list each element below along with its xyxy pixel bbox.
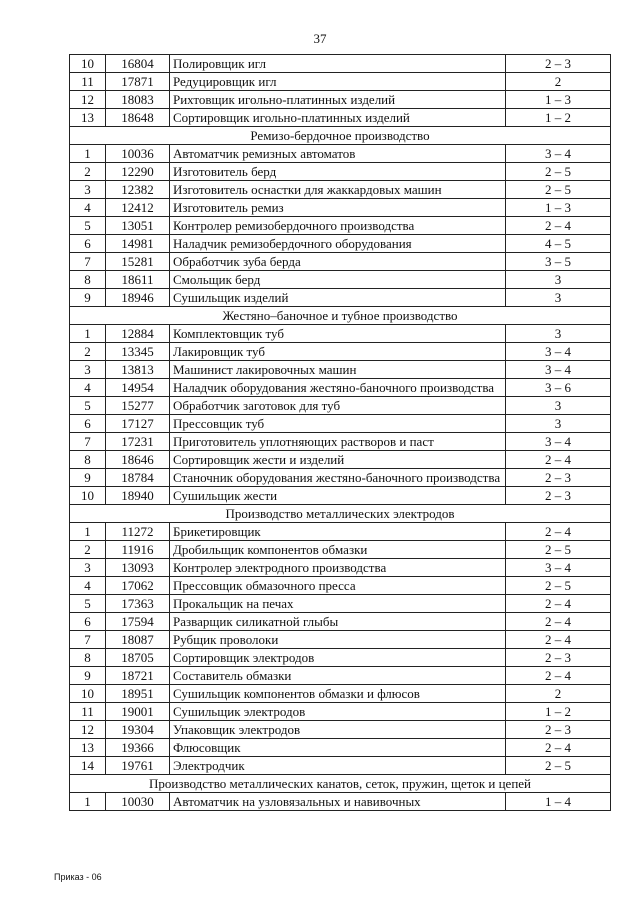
grade-range: 2 – 5 — [506, 757, 611, 775]
row-number: 14 — [70, 757, 106, 775]
grade-range: 1 – 4 — [506, 793, 611, 811]
profession-code: 18646 — [106, 451, 170, 469]
profession-code: 17871 — [106, 73, 170, 91]
profession-name: Обработчик зуба берда — [170, 253, 506, 271]
row-number: 7 — [70, 253, 106, 271]
row-number: 6 — [70, 415, 106, 433]
profession-name: Редуцировщик игл — [170, 73, 506, 91]
table-row — [70, 721, 611, 739]
profession-name: Прокальщик на печах — [170, 595, 506, 613]
section-title: Производство металлических канатов, сеток, пружин, щеток и цепей — [70, 775, 611, 793]
profession-name: Лакировщик туб — [170, 343, 506, 361]
row-number: 2 — [70, 343, 106, 361]
profession-code: 17062 — [106, 577, 170, 595]
table-row — [70, 793, 611, 811]
table-row — [70, 541, 611, 559]
grade-range: 2 – 5 — [506, 181, 611, 199]
row-number: 7 — [70, 433, 106, 451]
row-number: 10 — [70, 685, 106, 703]
row-number: 2 — [70, 541, 106, 559]
profession-code: 12412 — [106, 199, 170, 217]
table-row — [70, 199, 611, 217]
profession-code: 12290 — [106, 163, 170, 181]
grade-range: 1 – 3 — [506, 91, 611, 109]
profession-code: 17594 — [106, 613, 170, 631]
profession-name: Флюсовщик — [170, 739, 506, 757]
profession-name: Брикетировщик — [170, 523, 506, 541]
table-row — [70, 649, 611, 667]
profession-name: Рихтовщик игольно-платинных изделий — [170, 91, 506, 109]
profession-name: Автоматчик на узловязальных и навивочных — [170, 793, 506, 811]
profession-name: Машинист лакировочных машин — [170, 361, 506, 379]
row-number: 11 — [70, 703, 106, 721]
profession-code: 13051 — [106, 217, 170, 235]
table-row — [70, 631, 611, 649]
profession-name: Прессовщик туб — [170, 415, 506, 433]
profession-code: 18951 — [106, 685, 170, 703]
grade-range: 4 – 5 — [506, 235, 611, 253]
profession-name: Изготовитель берд — [170, 163, 506, 181]
table-row — [70, 433, 611, 451]
row-number: 4 — [70, 577, 106, 595]
profession-code: 18784 — [106, 469, 170, 487]
table-row — [70, 451, 611, 469]
profession-code: 12884 — [106, 325, 170, 343]
grade-range: 2 – 3 — [506, 487, 611, 505]
profession-name: Сушильщик электродов — [170, 703, 506, 721]
table-row — [70, 577, 611, 595]
section-header-row — [70, 127, 611, 145]
row-number: 3 — [70, 361, 106, 379]
grade-range: 2 – 3 — [506, 55, 611, 73]
profession-name: Сортировщик электродов — [170, 649, 506, 667]
grade-range: 2 — [506, 73, 611, 91]
profession-code: 18705 — [106, 649, 170, 667]
profession-code: 18946 — [106, 289, 170, 307]
profession-code: 19366 — [106, 739, 170, 757]
row-number: 5 — [70, 595, 106, 613]
profession-code: 10030 — [106, 793, 170, 811]
profession-code: 19761 — [106, 757, 170, 775]
profession-code: 18648 — [106, 109, 170, 127]
row-number: 4 — [70, 379, 106, 397]
table-row — [70, 703, 611, 721]
table-row — [70, 595, 611, 613]
section-title: Ремизо-бердочное производство — [70, 127, 611, 145]
grade-range: 2 – 4 — [506, 613, 611, 631]
profession-code: 12382 — [106, 181, 170, 199]
section-header-row — [70, 775, 611, 793]
profession-name: Сушильщик компонентов обмазки и флюсов — [170, 685, 506, 703]
row-number: 12 — [70, 721, 106, 739]
profession-name: Автоматчик ремизных автоматов — [170, 145, 506, 163]
row-number: 9 — [70, 469, 106, 487]
grade-range: 2 – 3 — [506, 649, 611, 667]
row-number: 8 — [70, 451, 106, 469]
table-row — [70, 325, 611, 343]
profession-name: Станочник оборудования жестяно-баночного производства — [170, 469, 506, 487]
profession-code: 19001 — [106, 703, 170, 721]
row-number: 1 — [70, 325, 106, 343]
table-row — [70, 487, 611, 505]
grade-range: 3 – 4 — [506, 559, 611, 577]
profession-code: 13813 — [106, 361, 170, 379]
profession-name: Контролер электродного производства — [170, 559, 506, 577]
profession-name: Сортировщик игольно-платинных изделий — [170, 109, 506, 127]
grade-range: 2 – 4 — [506, 217, 611, 235]
table-row — [70, 73, 611, 91]
profession-name: Сортировщик жести и изделий — [170, 451, 506, 469]
section-title: Жестяно–баночное и тубное производство — [70, 307, 611, 325]
row-number: 3 — [70, 181, 106, 199]
grade-range: 2 – 4 — [506, 739, 611, 757]
grade-range: 1 – 2 — [506, 703, 611, 721]
grade-range: 3 – 6 — [506, 379, 611, 397]
section-title: Производство металлических электродов — [70, 505, 611, 523]
profession-name: Рубщик проволоки — [170, 631, 506, 649]
table-row — [70, 181, 611, 199]
table-row — [70, 109, 611, 127]
profession-code: 17127 — [106, 415, 170, 433]
profession-name: Полировщик игл — [170, 55, 506, 73]
row-number: 4 — [70, 199, 106, 217]
row-number: 3 — [70, 559, 106, 577]
profession-code: 18940 — [106, 487, 170, 505]
footer-text: Приказ - 06 — [54, 872, 102, 882]
grade-range: 2 – 5 — [506, 541, 611, 559]
grade-range: 2 – 5 — [506, 163, 611, 181]
profession-code: 10036 — [106, 145, 170, 163]
table-row — [70, 757, 611, 775]
profession-name: Наладчик ремизобердочного оборудования — [170, 235, 506, 253]
grade-range: 3 — [506, 415, 611, 433]
profession-name: Комплектовщик туб — [170, 325, 506, 343]
row-number: 8 — [70, 649, 106, 667]
profession-code: 15281 — [106, 253, 170, 271]
table-row — [70, 343, 611, 361]
professions-table — [69, 54, 611, 811]
grade-range: 3 – 4 — [506, 145, 611, 163]
row-number: 13 — [70, 109, 106, 127]
row-number: 1 — [70, 145, 106, 163]
grade-range: 2 – 3 — [506, 721, 611, 739]
grade-range: 2 – 4 — [506, 523, 611, 541]
profession-name: Наладчик оборудования жестяно-баночного производства — [170, 379, 506, 397]
grade-range: 2 – 4 — [506, 451, 611, 469]
table-row — [70, 91, 611, 109]
grade-range: 2 – 5 — [506, 577, 611, 595]
table-row — [70, 397, 611, 415]
profession-name: Изготовитель ремиз — [170, 199, 506, 217]
row-number: 1 — [70, 523, 106, 541]
profession-code: 13093 — [106, 559, 170, 577]
profession-name: Смольщик берд — [170, 271, 506, 289]
profession-code: 18083 — [106, 91, 170, 109]
row-number: 1 — [70, 793, 106, 811]
profession-name: Электродчик — [170, 757, 506, 775]
profession-name: Сушильщик жести — [170, 487, 506, 505]
profession-code: 17363 — [106, 595, 170, 613]
profession-name: Составитель обмазки — [170, 667, 506, 685]
grade-range: 1 – 2 — [506, 109, 611, 127]
section-header-row — [70, 307, 611, 325]
profession-code: 16804 — [106, 55, 170, 73]
grade-range: 2 – 3 — [506, 469, 611, 487]
row-number: 2 — [70, 163, 106, 181]
table-row — [70, 379, 611, 397]
grade-range: 3 — [506, 289, 611, 307]
profession-name: Контролер ремизобердочного производства — [170, 217, 506, 235]
profession-code: 17231 — [106, 433, 170, 451]
table-row — [70, 55, 611, 73]
table-row — [70, 613, 611, 631]
profession-name: Упаковщик электродов — [170, 721, 506, 739]
profession-name: Дробильщик компонентов обмазки — [170, 541, 506, 559]
profession-code: 15277 — [106, 397, 170, 415]
profession-code: 18721 — [106, 667, 170, 685]
profession-name: Разварщик силикатной глыбы — [170, 613, 506, 631]
profession-code: 13345 — [106, 343, 170, 361]
row-number: 6 — [70, 613, 106, 631]
profession-code: 11272 — [106, 523, 170, 541]
page-number: 37 — [313, 31, 327, 46]
profession-code: 14981 — [106, 235, 170, 253]
row-number: 9 — [70, 667, 106, 685]
profession-name: Обработчик заготовок для туб — [170, 397, 506, 415]
table-row — [70, 361, 611, 379]
profession-name: Изготовитель оснастки для жаккардовых машин — [170, 181, 506, 199]
table-row — [70, 469, 611, 487]
profession-name: Приготовитель уплотняющих растворов и паст — [170, 433, 506, 451]
table-row — [70, 235, 611, 253]
table-row — [70, 289, 611, 307]
row-number: 5 — [70, 397, 106, 415]
row-number: 7 — [70, 631, 106, 649]
row-number: 12 — [70, 91, 106, 109]
grade-range: 3 – 4 — [506, 433, 611, 451]
table-row — [70, 271, 611, 289]
grade-range: 3 – 5 — [506, 253, 611, 271]
row-number: 5 — [70, 217, 106, 235]
row-number: 13 — [70, 739, 106, 757]
profession-code: 19304 — [106, 721, 170, 739]
grade-range: 3 — [506, 397, 611, 415]
grade-range: 1 – 3 — [506, 199, 611, 217]
row-number: 10 — [70, 55, 106, 73]
grade-range: 3 – 4 — [506, 343, 611, 361]
table-row — [70, 163, 611, 181]
profession-code: 11916 — [106, 541, 170, 559]
row-number: 9 — [70, 289, 106, 307]
table-body — [70, 55, 611, 811]
table-row — [70, 217, 611, 235]
grade-range: 3 – 4 — [506, 361, 611, 379]
grade-range: 2 — [506, 685, 611, 703]
table-row — [70, 685, 611, 703]
table-row — [70, 145, 611, 163]
grade-range: 2 – 4 — [506, 631, 611, 649]
profession-name: Сушильщик изделий — [170, 289, 506, 307]
table-row — [70, 667, 611, 685]
table-row — [70, 739, 611, 757]
table-row — [70, 253, 611, 271]
grade-range: 3 — [506, 271, 611, 289]
profession-name: Прессовщик обмазочного пресса — [170, 577, 506, 595]
row-number: 6 — [70, 235, 106, 253]
profession-code: 14954 — [106, 379, 170, 397]
row-number: 10 — [70, 487, 106, 505]
table-row — [70, 523, 611, 541]
table-row — [70, 559, 611, 577]
section-header-row — [70, 505, 611, 523]
profession-code: 18611 — [106, 271, 170, 289]
table-row — [70, 415, 611, 433]
profession-code: 18087 — [106, 631, 170, 649]
row-number: 11 — [70, 73, 106, 91]
grade-range: 3 — [506, 325, 611, 343]
row-number: 8 — [70, 271, 106, 289]
grade-range: 2 – 4 — [506, 667, 611, 685]
grade-range: 2 – 4 — [506, 595, 611, 613]
